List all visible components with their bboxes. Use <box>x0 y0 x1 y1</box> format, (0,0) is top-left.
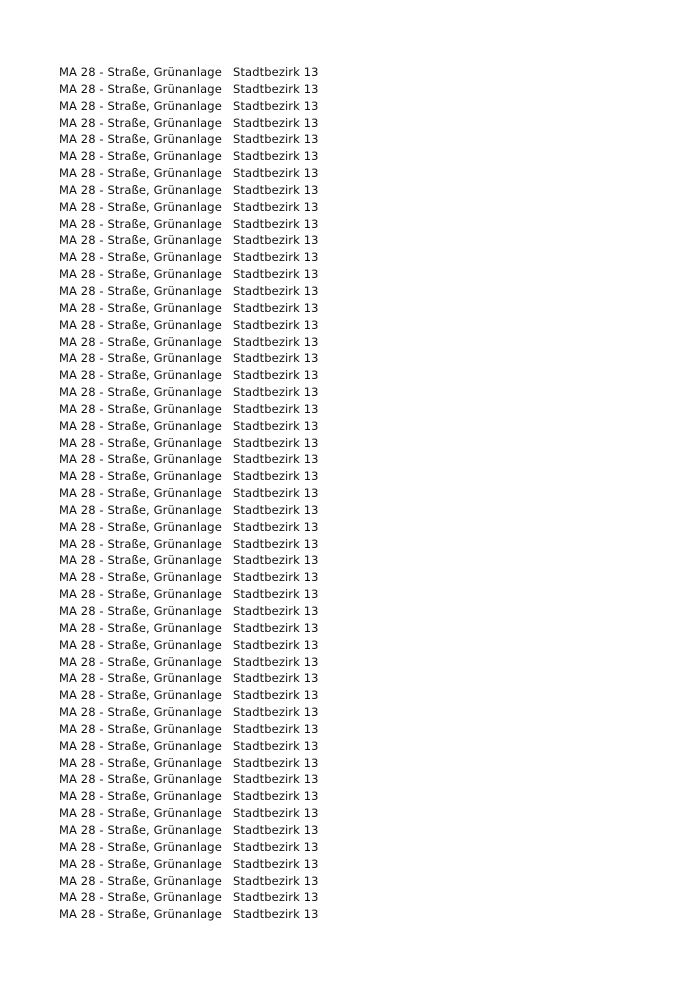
department-cell: MA 28 - Straße, Grünanlage <box>59 806 222 821</box>
district-cell: Stadtbezirk 13 <box>233 166 319 181</box>
department-cell: MA 28 - Straße, Grünanlage <box>59 65 222 79</box>
department-cell: MA 28 - Straße, Grünanlage <box>59 199 222 214</box>
district-cell: Stadtbezirk 13 <box>233 199 319 214</box>
department-cell: MA 28 - Straße, Grünanlage <box>59 149 222 164</box>
department-cell: MA 28 - Straße, Grünanlage <box>59 620 222 635</box>
district-cell: Stadtbezirk 13 <box>233 452 319 467</box>
department-cell: MA 28 - Straße, Grünanlage <box>59 553 222 568</box>
table-row <box>59 586 619 603</box>
district-cell: Stadtbezirk 13 <box>233 351 319 366</box>
district-cell: Stadtbezirk 13 <box>233 149 319 164</box>
table-row <box>59 519 619 536</box>
department-cell: MA 28 - Straße, Grünanlage <box>59 738 222 753</box>
table-row <box>59 401 619 418</box>
table-row <box>59 182 619 199</box>
department-cell: MA 28 - Straße, Grünanlage <box>59 166 222 181</box>
district-cell: Stadtbezirk 13 <box>233 435 319 450</box>
table-row <box>59 199 619 216</box>
department-cell: MA 28 - Straße, Grünanlage <box>59 671 222 686</box>
department-cell: MA 28 - Straße, Grünanlage <box>59 182 222 197</box>
table-row <box>59 334 619 351</box>
district-cell: Stadtbezirk 13 <box>233 98 319 113</box>
table-row <box>59 418 619 435</box>
department-cell: MA 28 - Straße, Grünanlage <box>59 789 222 804</box>
district-cell: Stadtbezirk 13 <box>233 418 319 433</box>
table-row <box>59 822 619 839</box>
table-row <box>59 468 619 485</box>
district-cell: Stadtbezirk 13 <box>233 890 319 905</box>
department-cell: MA 28 - Straße, Grünanlage <box>59 519 222 534</box>
district-cell: Stadtbezirk 13 <box>233 317 319 332</box>
department-cell: MA 28 - Straße, Grünanlage <box>59 233 222 248</box>
department-cell: MA 28 - Straße, Grünanlage <box>59 98 222 113</box>
department-cell: MA 28 - Straße, Grünanlage <box>59 587 222 602</box>
table-row <box>59 216 619 233</box>
table-row <box>59 721 619 738</box>
table-row <box>59 687 619 704</box>
department-cell: MA 28 - Straße, Grünanlage <box>59 570 222 585</box>
department-cell: MA 28 - Straße, Grünanlage <box>59 772 222 787</box>
district-cell: Stadtbezirk 13 <box>233 132 319 147</box>
document-text-block <box>59 64 619 923</box>
department-cell: MA 28 - Straße, Grünanlage <box>59 368 222 383</box>
district-cell: Stadtbezirk 13 <box>233 806 319 821</box>
table-row <box>59 249 619 266</box>
district-cell: Stadtbezirk 13 <box>233 553 319 568</box>
district-cell: Stadtbezirk 13 <box>233 368 319 383</box>
district-cell: Stadtbezirk 13 <box>233 822 319 837</box>
department-cell: MA 28 - Straße, Grünanlage <box>59 705 222 720</box>
table-row <box>59 435 619 452</box>
table-row <box>59 620 619 637</box>
table-row <box>59 317 619 334</box>
table-row <box>59 889 619 906</box>
district-cell: Stadtbezirk 13 <box>233 486 319 501</box>
table-row <box>59 788 619 805</box>
table-row <box>59 148 619 165</box>
district-cell: Stadtbezirk 13 <box>233 300 319 315</box>
district-cell: Stadtbezirk 13 <box>233 469 319 484</box>
department-cell: MA 28 - Straße, Grünanlage <box>59 873 222 888</box>
department-cell: MA 28 - Straße, Grünanlage <box>59 839 222 854</box>
district-cell: Stadtbezirk 13 <box>233 283 319 298</box>
department-cell: MA 28 - Straße, Grünanlage <box>59 452 222 467</box>
district-cell: Stadtbezirk 13 <box>233 637 319 652</box>
table-row <box>59 115 619 132</box>
table-row <box>59 637 619 654</box>
table-row <box>59 283 619 300</box>
department-cell: MA 28 - Straße, Grünanlage <box>59 604 222 618</box>
department-cell: MA 28 - Straße, Grünanlage <box>59 486 222 501</box>
department-cell: MA 28 - Straße, Grünanlage <box>59 300 222 315</box>
district-cell: Stadtbezirk 13 <box>233 250 319 265</box>
district-cell: Stadtbezirk 13 <box>233 907 319 922</box>
department-cell: MA 28 - Straße, Grünanlage <box>59 216 222 231</box>
district-cell: Stadtbezirk 13 <box>233 671 319 686</box>
department-cell: MA 28 - Straße, Grünanlage <box>59 317 222 332</box>
table-row <box>59 131 619 148</box>
district-cell: Stadtbezirk 13 <box>233 401 319 416</box>
table-row <box>59 384 619 401</box>
department-cell: MA 28 - Straße, Grünanlage <box>59 856 222 871</box>
district-cell: Stadtbezirk 13 <box>233 873 319 888</box>
district-cell: Stadtbezirk 13 <box>233 620 319 635</box>
district-cell: Stadtbezirk 13 <box>233 182 319 197</box>
table-row <box>59 755 619 772</box>
table-row <box>59 367 619 384</box>
district-cell: Stadtbezirk 13 <box>233 385 319 400</box>
table-row <box>59 165 619 182</box>
department-cell: MA 28 - Straße, Grünanlage <box>59 536 222 551</box>
table-row <box>59 81 619 98</box>
district-cell: Stadtbezirk 13 <box>233 502 319 517</box>
table-row <box>59 552 619 569</box>
district-cell: Stadtbezirk 13 <box>233 772 319 787</box>
district-cell: Stadtbezirk 13 <box>233 233 319 248</box>
table-row <box>59 451 619 468</box>
department-cell: MA 28 - Straße, Grünanlage <box>59 351 222 366</box>
department-cell: MA 28 - Straße, Grünanlage <box>59 435 222 450</box>
table-row <box>59 873 619 890</box>
department-cell: MA 28 - Straße, Grünanlage <box>59 334 222 349</box>
district-cell: Stadtbezirk 13 <box>233 738 319 753</box>
district-cell: Stadtbezirk 13 <box>233 839 319 854</box>
table-row <box>59 704 619 721</box>
table-row <box>59 771 619 788</box>
district-cell: Stadtbezirk 13 <box>233 705 319 720</box>
district-cell: Stadtbezirk 13 <box>233 334 319 349</box>
table-row <box>59 98 619 115</box>
district-cell: Stadtbezirk 13 <box>233 267 319 282</box>
table-row <box>59 738 619 755</box>
department-cell: MA 28 - Straße, Grünanlage <box>59 469 222 484</box>
department-cell: MA 28 - Straße, Grünanlage <box>59 637 222 652</box>
district-cell: Stadtbezirk 13 <box>233 688 319 703</box>
department-cell: MA 28 - Straße, Grünanlage <box>59 401 222 416</box>
department-cell: MA 28 - Straße, Grünanlage <box>59 385 222 400</box>
district-cell: Stadtbezirk 13 <box>233 604 319 618</box>
table-row <box>59 569 619 586</box>
department-cell: MA 28 - Straße, Grünanlage <box>59 132 222 147</box>
district-cell: Stadtbezirk 13 <box>233 721 319 736</box>
district-cell: Stadtbezirk 13 <box>233 115 319 130</box>
department-cell: MA 28 - Straße, Grünanlage <box>59 890 222 905</box>
district-cell: Stadtbezirk 13 <box>233 65 319 79</box>
department-cell: MA 28 - Straße, Grünanlage <box>59 907 222 922</box>
district-cell: Stadtbezirk 13 <box>233 587 319 602</box>
table-row <box>59 536 619 553</box>
table-row <box>59 654 619 671</box>
department-cell: MA 28 - Straße, Grünanlage <box>59 81 222 96</box>
department-cell: MA 28 - Straße, Grünanlage <box>59 267 222 282</box>
district-cell: Stadtbezirk 13 <box>233 570 319 585</box>
district-cell: Stadtbezirk 13 <box>233 755 319 770</box>
department-cell: MA 28 - Straße, Grünanlage <box>59 283 222 298</box>
district-cell: Stadtbezirk 13 <box>233 789 319 804</box>
department-cell: MA 28 - Straße, Grünanlage <box>59 721 222 736</box>
table-row <box>59 350 619 367</box>
table-row <box>59 856 619 873</box>
table-row <box>59 603 619 620</box>
department-cell: MA 28 - Straße, Grünanlage <box>59 418 222 433</box>
table-row <box>59 502 619 519</box>
department-cell: MA 28 - Straße, Grünanlage <box>59 654 222 669</box>
table-row <box>59 64 619 81</box>
table-row <box>59 485 619 502</box>
district-cell: Stadtbezirk 13 <box>233 654 319 669</box>
table-row <box>59 805 619 822</box>
department-cell: MA 28 - Straße, Grünanlage <box>59 115 222 130</box>
department-cell: MA 28 - Straße, Grünanlage <box>59 755 222 770</box>
department-cell: MA 28 - Straße, Grünanlage <box>59 502 222 517</box>
district-cell: Stadtbezirk 13 <box>233 856 319 871</box>
department-cell: MA 28 - Straße, Grünanlage <box>59 822 222 837</box>
table-row <box>59 670 619 687</box>
district-cell: Stadtbezirk 13 <box>233 81 319 96</box>
table-row <box>59 232 619 249</box>
department-cell: MA 28 - Straße, Grünanlage <box>59 688 222 703</box>
department-cell: MA 28 - Straße, Grünanlage <box>59 250 222 265</box>
district-cell: Stadtbezirk 13 <box>233 216 319 231</box>
table-row <box>59 266 619 283</box>
table-row <box>59 300 619 317</box>
district-cell: Stadtbezirk 13 <box>233 519 319 534</box>
table-row <box>59 839 619 856</box>
table-row <box>59 906 619 923</box>
district-cell: Stadtbezirk 13 <box>233 536 319 551</box>
